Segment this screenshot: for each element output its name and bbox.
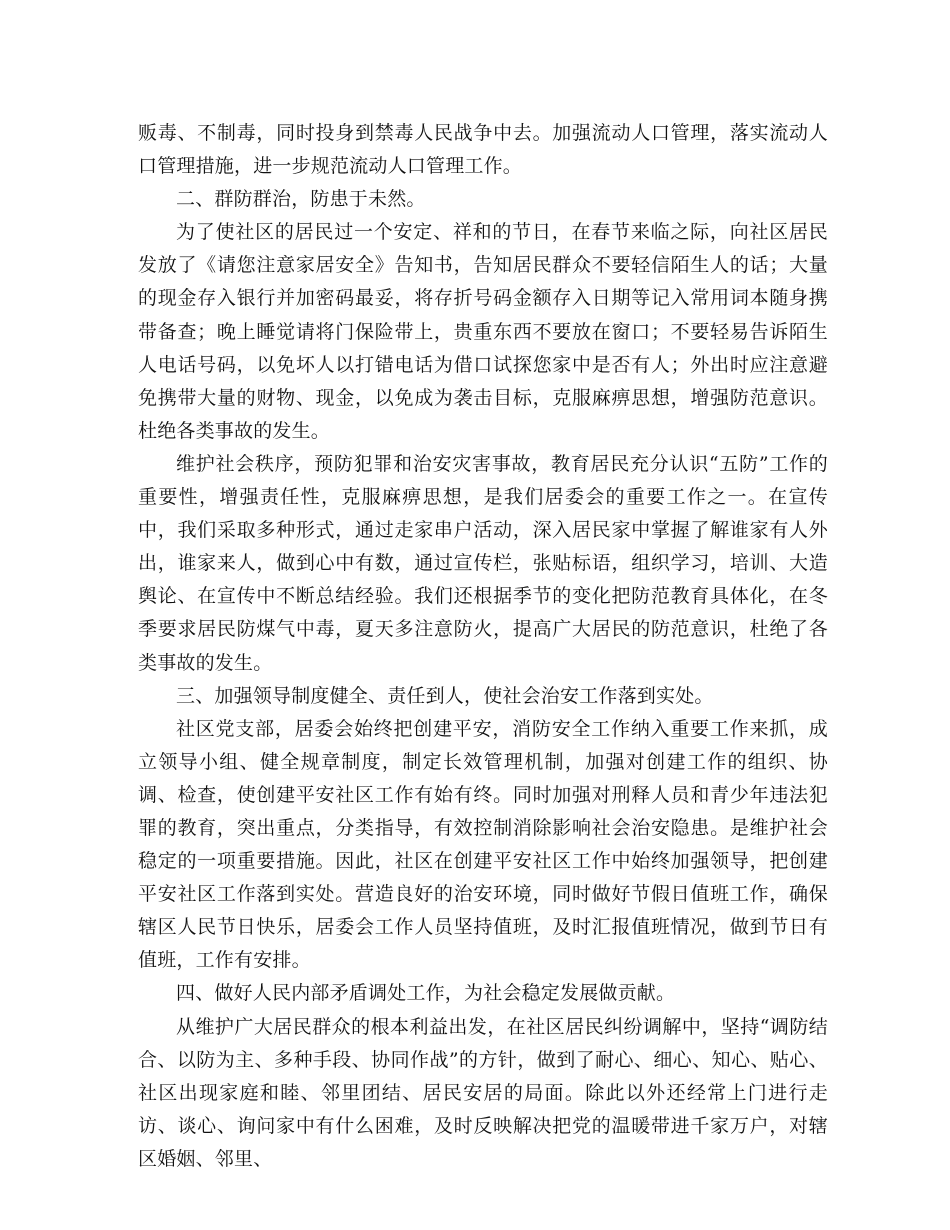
paragraph-continued: 贩毒、不制毒，同时投身到禁毒人民战争中去。加强流动人口管理，落实流动人口管理措施，进一步规范流动人口管理工作。 <box>138 122 828 178</box>
paragraph: 为了使社区的居民过一个安定、祥和的节日，在春节来临之际，向社区居民发放了《请您注意家居安全》告知书，告知居民群众不要轻信陌生人的话；大量的现金存入银行并加密码最妥，将存折号码金额存入日期等记入常用词本随身携带备查；晚上睡觉请将门保险带上，贵重东西不要放在窗口；不要轻易告诉陌生人电话号码，以免坏人以打错电话为借口试探您家中是否有人；外出时应注意避免携带大量的财物、现金，以免成为袭击目标，克服麻痹思想，增强防范意识。杜绝各类事故的发生。 <box>138 221 828 442</box>
document-body <box>138 117 828 1176</box>
paragraph: 从维护广大居民群众的根本利益出发，在社区居民纠纷调解中，坚持“调防结合、以防为主、多种手段、协同作战”的方针，做到了耐心、细心、知心、贴心、社区出现家庭和睦、邻里团结、居民安居的局面。除此以外还经常上门进行走访、谈心、询问家中有什么困难，及时反映解决把党的温暖带进千家万户，对辖区婚姻、邻里、 <box>138 1015 828 1170</box>
section-heading-2: 二、群防群治，防患于未然。 <box>176 188 426 211</box>
paragraph: 维护社会秩序，预防犯罪和治安灾害事故，教育居民充分认识“五防”工作的重要性，增强责任性，克服麻痹思想，是我们居委会的重要工作之一。在宣传中，我们采取多种形式，通过走家串户活动，深入居民家中掌握了解谁家有人外出，谁家来人，做到心中有数，通过宣传栏，张贴标语，组织学习，培训、大造舆论、在宣传中不断总结经验。我们还根据季节的变化把防范教育具体化，在冬季要求居民防煤气中毒，夏天多注意防火，提高广大居民的防范意识，杜绝了各类事故的发生。 <box>138 452 828 674</box>
section-heading-3: 三、加强领导制度健全、责任到人，使社会治安工作落到实处。 <box>176 684 714 707</box>
paragraph: 社区党支部，居委会始终把创建平安，消防安全工作纳入重要工作来抓，成立领导小组、健全规章制度，制定长效管理机制，加强对创建工作的组织、协调、检查，使创建平安社区工作有始有终。同时加强对刑释人员和青少年违法犯罪的教育，突出重点，分类指导，有效控制消除影响社会治安隐患。是维护社会稳定的一项重要措施。因此，社区在创建平安社区工作中始终加强领导，把创建平安社区工作落到实处。营造良好的治安环境，同时做好节假日值班工作，确保辖区人民节日快乐，居委会工作人员坚持值班，及时汇报值班情况，做到节日有值班，工作有安排。 <box>138 717 828 972</box>
section-heading-4: 四、做好人民内部矛盾调处工作，为社会稳定发展做贡献。 <box>176 982 676 1005</box>
